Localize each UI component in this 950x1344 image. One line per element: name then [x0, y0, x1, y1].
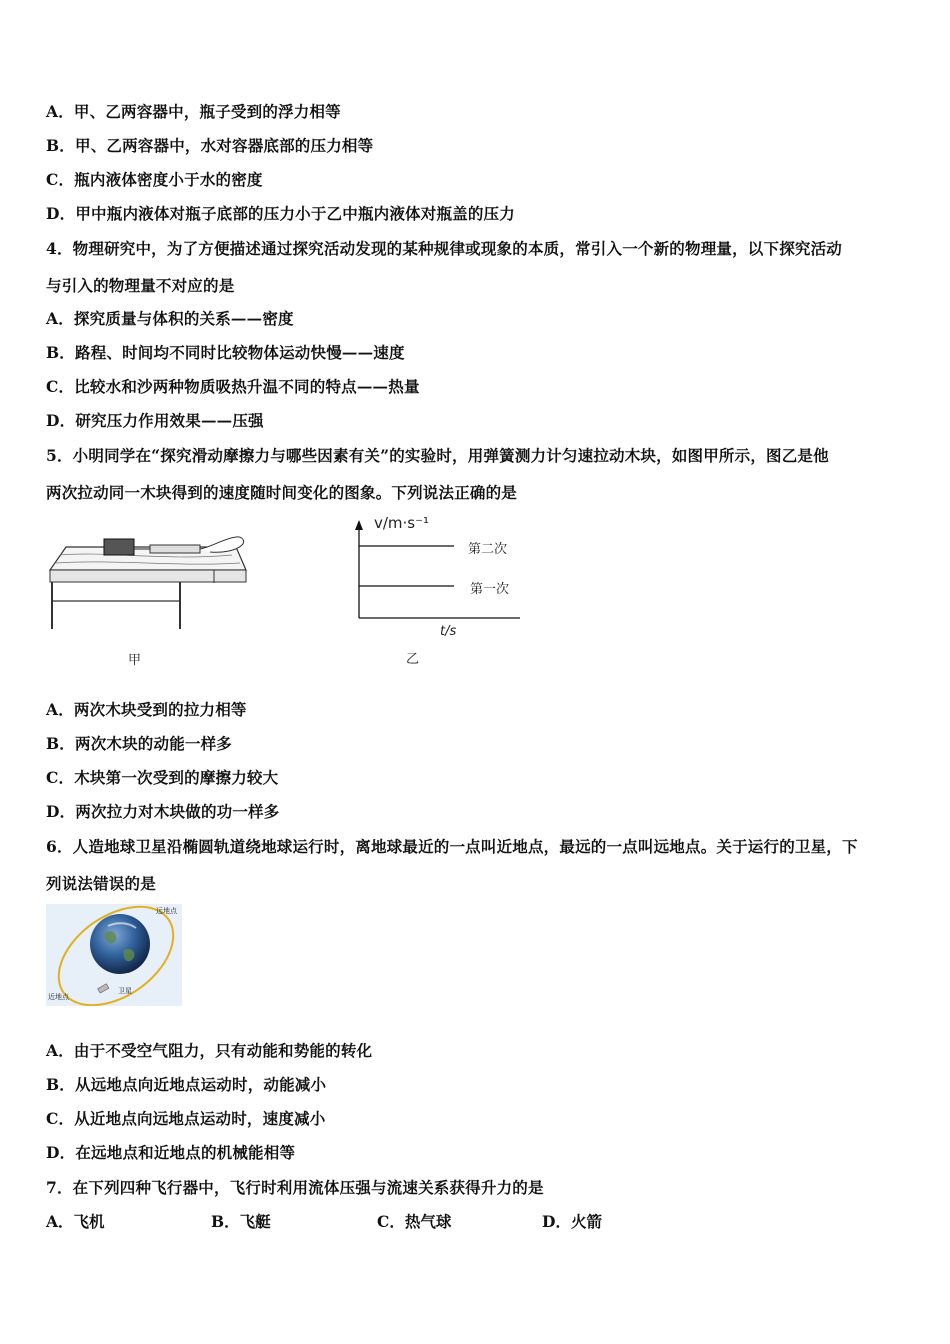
figure-satellite-orbit: [46, 904, 182, 1006]
q5-option-a: A．两次木块受到的拉力相等: [46, 700, 247, 719]
q7-options-row: [46, 1210, 746, 1232]
q6-stem-line-2: 列说法错误的是: [46, 874, 156, 893]
q6-option-a: A．由于不受空气阻力，只有动能和势能的转化: [46, 1041, 373, 1060]
spring-scale: [150, 545, 200, 553]
y-axis-arrow: [355, 520, 363, 530]
graph-y-label: v/m·s⁻¹: [374, 514, 430, 532]
q7-option-a: A．飞机: [46, 1212, 105, 1231]
q5-stem-line-2: 两次拉动同一木块得到的速度随时间变化的图象。下列说法正确的是: [46, 483, 518, 502]
q7-option-b: B．飞艇: [211, 1212, 271, 1231]
q5-stem-line-1: 5．小明同学在“探究滑动摩擦力与哪些因素有关”的实验时，用弹簧测力计匀速拉动木块，如图甲所示，图乙是他: [46, 446, 829, 465]
q3-option-a: A．甲、乙两容器中，瓶子受到的浮力相等: [46, 102, 341, 121]
q5-option-c: C．木块第一次受到的摩擦力较大: [46, 768, 279, 787]
q7-option-d: D．火箭: [542, 1212, 602, 1231]
figure-jia-table-apparatus: [46, 525, 256, 635]
far-point-label: 远地点: [156, 907, 177, 915]
q7-stem: 7．在下列四种飞行器中，飞行时利用流体压强与流速关系获得升力的是: [46, 1178, 544, 1197]
table-top: [50, 570, 246, 582]
q6-option-d: D．在远地点和近地点的机械能相等: [46, 1143, 296, 1162]
q5-option-b: B．两次木块的动能一样多: [46, 734, 233, 753]
q4-option-c: C．比较水和沙两种物质吸热升温不同的特点——热量: [46, 377, 420, 396]
q3-option-c: C．瓶内液体密度小于水的密度: [46, 170, 263, 189]
q4-stem-line-2: 与引入的物理量不对应的是: [46, 276, 235, 295]
figure-jia-label: 甲: [128, 653, 142, 668]
q7-option-c: C．热气球: [377, 1212, 452, 1231]
q3-option-b: B．甲、乙两容器中，水对容器底部的压力相等: [46, 136, 374, 155]
graph-line-second-label: 第二次: [468, 542, 508, 557]
wooden-block: [104, 539, 134, 555]
q4-stem-line-1: 4．物理研究中，为了方便描述通过探究活动发现的某种规律或现象的本质，常引入一个新的物理量，以下探究活动: [46, 239, 842, 258]
graph-line-first-label: 第一次: [470, 582, 510, 597]
q5-option-d: D．两次拉力对木块做的功一样多: [46, 802, 280, 821]
near-point-label: 近地点: [48, 993, 69, 1001]
satellite-label: 卫星: [118, 987, 132, 995]
q4-option-d: D．研究压力作用效果——压强: [46, 411, 264, 430]
q6-option-b: B．从远地点向近地点运动时，动能减小: [46, 1075, 327, 1094]
q4-option-a: A．探究质量与体积的关系——密度: [46, 309, 294, 328]
q6-stem-line-1: 6．人造地球卫星沿椭圆轨道绕地球运行时，离地球最近的一点叫近地点，最远的一点叫远地点。关于运行的卫星，下: [46, 837, 858, 856]
q4-option-b: B．路程、时间均不同时比较物体运动快慢——速度: [46, 343, 405, 362]
figure-yi-label: 乙: [406, 652, 420, 667]
graph-x-label: t/s: [440, 624, 457, 639]
q6-option-c: C．从近地点向远地点运动时，速度减小: [46, 1109, 326, 1128]
q3-option-d: D．甲中瓶内液体对瓶子底部的压力小于乙中瓶内液体对瓶盖的压力: [46, 204, 515, 223]
